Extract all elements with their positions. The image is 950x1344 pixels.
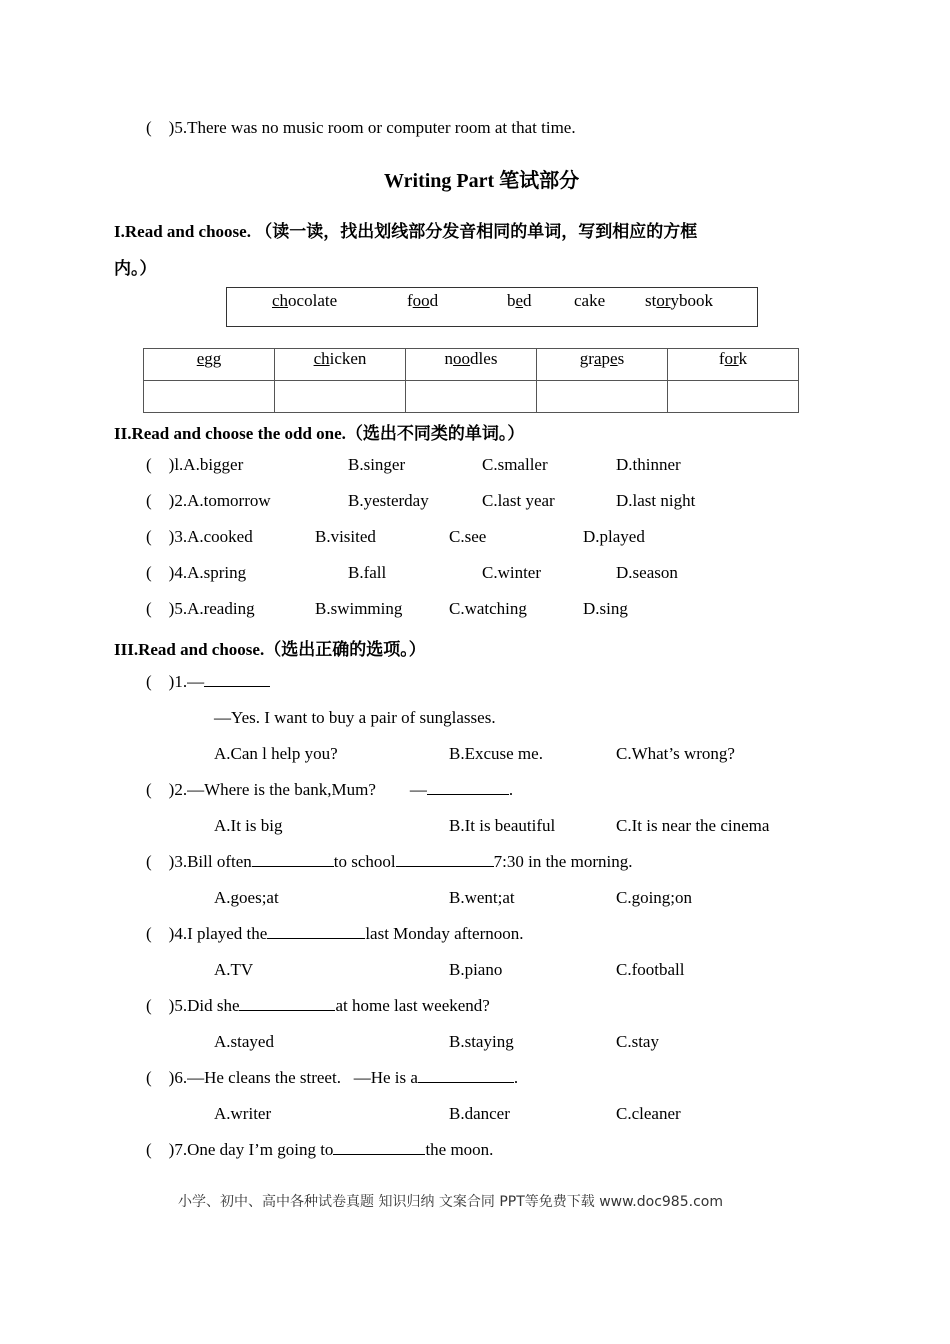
- question-1: ( )1.—: [146, 672, 270, 692]
- option: D.played: [583, 527, 645, 546]
- option: B.Excuse me.: [449, 744, 543, 763]
- option: A.Can l help you?: [214, 744, 338, 763]
- option: A.stayed: [214, 1032, 274, 1051]
- option: C.watching: [449, 599, 527, 618]
- option: B.visited: [315, 527, 376, 546]
- section-heading: III.Read and choose.（选出正确的选项。）: [114, 640, 426, 659]
- option: A.It is big: [214, 816, 283, 835]
- question-2: ( )2.A.tomorrow: [146, 491, 271, 510]
- table-header-cell: chicken: [275, 349, 406, 381]
- option: B.It is beautiful: [449, 816, 556, 835]
- option: A.TV: [214, 960, 254, 979]
- word: food: [407, 291, 439, 310]
- option: B.yesterday: [348, 491, 429, 510]
- footer: 小学、初中、高中各种试卷真题 知识归纳 文案合同 PPT等免费下载 www.doc985.com: [178, 1194, 723, 1210]
- question-1: ( )l.A.bigger: [146, 455, 244, 474]
- answer-cell[interactable]: [668, 381, 799, 413]
- option: C.football: [616, 960, 685, 979]
- table-header-cell: grapes: [537, 349, 668, 381]
- option: B.went;at: [449, 888, 515, 907]
- question-1-line2: —Yes. I want to buy a pair of sunglasses.: [214, 708, 496, 727]
- option: C.stay: [616, 1032, 659, 1051]
- answer-cell[interactable]: [144, 381, 275, 413]
- option: D.sing: [583, 599, 628, 618]
- question-4: ( )4.I played the last Monday afternoon.: [146, 924, 524, 943]
- option: B.piano: [449, 960, 503, 979]
- word: chocolate: [272, 291, 338, 310]
- option: C.last year: [482, 491, 555, 510]
- question-5: ( )5.Did she at home last weekend?: [146, 996, 490, 1015]
- option: A.writer: [214, 1104, 272, 1123]
- option: C.It is near the cinema: [616, 816, 770, 835]
- option: C.smaller: [482, 455, 548, 474]
- answer-cell[interactable]: [275, 381, 406, 413]
- answer-cell[interactable]: [537, 381, 668, 413]
- option: D.thinner: [616, 455, 681, 474]
- section-heading-cont: 内。）: [114, 259, 157, 278]
- table-header-cell: fork: [668, 349, 799, 381]
- question-7: ( )7.One day I’m going to the moon.: [146, 1140, 494, 1159]
- table-header-cell: noodles: [406, 349, 537, 381]
- option: C.winter: [482, 563, 542, 582]
- option: D.season: [616, 563, 678, 582]
- section-title: Writing Part 笔试部分: [384, 170, 580, 192]
- question-6: ( )6.—He cleans the street. —He is a .: [146, 1068, 519, 1087]
- word: cake: [574, 291, 606, 310]
- word: bed: [507, 291, 532, 310]
- word: storybook: [645, 291, 714, 310]
- option: A.goes;at: [214, 888, 279, 907]
- option: C.see: [449, 527, 487, 546]
- answer-table: [143, 348, 799, 413]
- question-3: ( )3.A.cooked: [146, 527, 253, 546]
- question-3: ( )3.Bill often to school 7:30 in the morning.: [146, 852, 633, 871]
- question-text: ( )5.There was no music room or computer room at that time.: [146, 118, 576, 137]
- table-header-cell: egg: [144, 349, 275, 381]
- word-box: [226, 287, 758, 327]
- section-heading: I.Read and choose. （读一读，找出划线部分发音相同的单词，写到相应的方框: [114, 222, 698, 241]
- question-2: ( )2.—Where is the bank,Mum? — .: [146, 780, 514, 799]
- option: B.staying: [449, 1032, 514, 1051]
- question-4: ( )4.A.spring: [146, 563, 247, 582]
- section-heading: II.Read and choose the odd one.（选出不同类的单词。）: [114, 424, 525, 443]
- question-5: ( )5.A.reading: [146, 599, 255, 618]
- option: C.going;on: [616, 888, 693, 907]
- option: B.fall: [348, 563, 387, 582]
- option: C.cleaner: [616, 1104, 681, 1123]
- option: B.dancer: [449, 1104, 510, 1123]
- option: C.What’s wrong?: [616, 744, 735, 763]
- option: B.swimming: [315, 599, 403, 618]
- option: B.singer: [348, 455, 406, 474]
- option: D.last night: [616, 491, 696, 510]
- answer-cell[interactable]: [406, 381, 537, 413]
